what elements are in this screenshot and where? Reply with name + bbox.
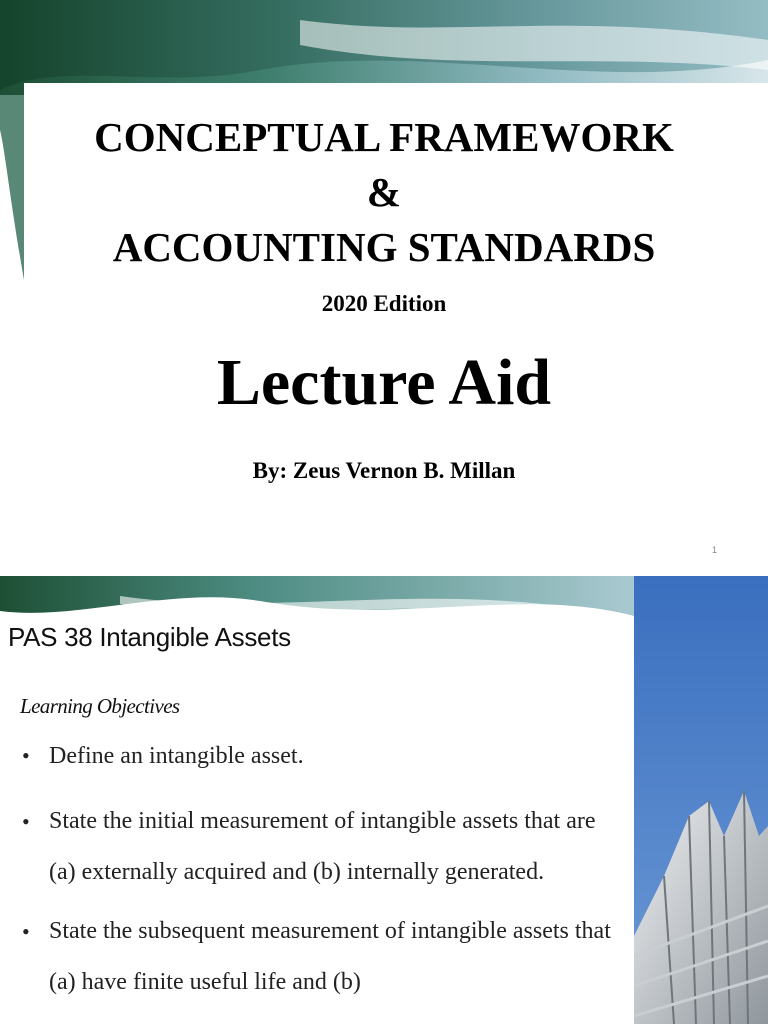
- edition-label: 2020 Edition: [321, 291, 447, 316]
- bullet-icon: •: [22, 743, 30, 768]
- content-slide: [0, 576, 768, 1024]
- list-item: [20, 796, 620, 898]
- author-line: By: Zeus Vernon B. Millan: [252, 458, 516, 483]
- bullet-icon: •: [22, 809, 30, 834]
- building-photo: [634, 576, 768, 1024]
- subtitle: Lecture Aid: [216, 346, 552, 419]
- title-panel: [24, 83, 768, 553]
- section-heading: Learning Objectives: [20, 694, 180, 718]
- page-number: 1: [712, 545, 718, 555]
- bullet-icon: •: [22, 919, 30, 944]
- title-line-1: CONCEPTUAL FRAMEWORK: [94, 114, 674, 160]
- objectives-list: [20, 738, 620, 1016]
- title-line-2: ACCOUNTING STANDARDS: [112, 224, 656, 270]
- list-item: [20, 906, 620, 1008]
- slide-title: PAS 38 Intangible Assets: [8, 622, 291, 652]
- title-ampersand: &: [366, 169, 402, 215]
- list-item-text: State the initial measurement of intangible assets that are (a) externally acquired and (b) internally generated.: [49, 808, 596, 885]
- list-item-text: Define an intangible asset.: [49, 743, 304, 769]
- list-item: [20, 738, 620, 774]
- list-item-text: State the subsequent measurement of intangible assets that (a) have finite useful life and (b): [49, 918, 611, 995]
